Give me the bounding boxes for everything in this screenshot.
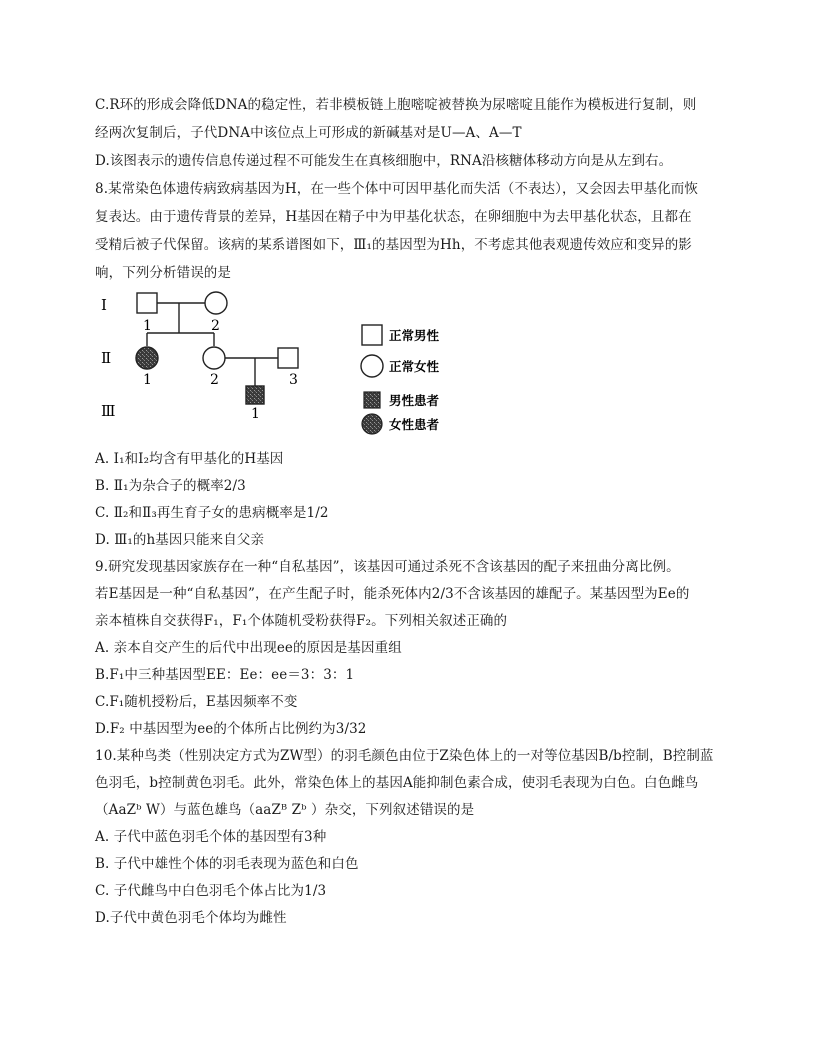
legend-affected-female: 女性患者 — [389, 417, 440, 432]
q9-option-b: B.F₁中三种基因型EE：Ee：ee＝3：3：1 — [95, 667, 355, 683]
generation-label-2: Ⅱ — [101, 349, 112, 367]
q8-option-a: A. Ⅰ₁和Ⅰ₂均含有甲基化的H基因 — [95, 451, 284, 467]
legend-affected-female-symbol — [362, 414, 382, 434]
II1-number: 1 — [143, 372, 152, 388]
q8-stem-line3: 受精后被子代保留。该病的某系谱图如下，Ⅲ₁的基因型为Hh，不考虑其他表观遗传效应和变异的影 — [95, 237, 692, 253]
II3-number: 3 — [289, 372, 298, 388]
II2-normal-female — [203, 347, 225, 369]
q10-stem-line2: 色羽毛，b控制黄色羽毛。此外，常染色体上的基因A能抑制色素合成，使羽毛表现为白色。白色雌鸟 — [95, 775, 699, 791]
q8-option-d: D. Ⅲ₁的h基因只能来自父亲 — [95, 532, 265, 548]
III1-affected-male — [246, 386, 264, 404]
q8-stem-line1: 8.某常染色体遗传病致病基因为H，在一些个体中可因甲基化而失活（不表达），又会因去甲基化而恢 — [95, 181, 699, 197]
I1-number: 1 — [143, 318, 152, 334]
generation-label-3: Ⅲ — [101, 402, 116, 420]
q10-option-d: D.子代中黄色羽毛个体均为雌性 — [95, 910, 287, 926]
q10-option-b: B. 子代中雄性个体的羽毛表现为蓝色和白色 — [95, 856, 359, 872]
legend-normal-female: 正常女性 — [389, 359, 440, 374]
q9-stem-line3: 亲本植株自交获得F₁，F₁个体随机受粉获得F₂。下列相关叙述正确的 — [95, 613, 508, 629]
legend-affected-male-symbol — [364, 392, 380, 408]
I2-normal-female — [205, 292, 227, 314]
q9-option-a: A. 亲本自交产生的后代中出现ee的原因是基因重组 — [95, 640, 402, 656]
II3-normal-male — [278, 348, 298, 368]
III1-number: 1 — [251, 406, 260, 422]
q9-stem-line2: 若E基因是一种“自私基因”，在产生配子时，能杀死体内2/3不含该基因的雄配子。某基因型为Ee的 — [95, 586, 690, 602]
generation-label-1: Ⅰ — [101, 296, 107, 314]
legend-normal-male: 正常男性 — [389, 328, 440, 343]
q10-option-c: C. 子代雌鸟中白色羽毛个体占比为1/3 — [95, 883, 327, 899]
legend-normal-female-symbol — [361, 355, 383, 377]
I2-number: 2 — [211, 318, 220, 334]
q7-option-c-line2: 经两次复制后，子代DNA中该位点上可形成的新碱基对是U—A、A—T — [95, 125, 522, 141]
q8-option-c: C. Ⅱ₂和Ⅱ₃再生育子女的患病概率是1/2 — [95, 505, 329, 521]
q8-stem-line4: 响，下列分析错误的是 — [95, 265, 231, 281]
pedigree-chart — [95, 288, 455, 438]
q7-option-d: D.该图表示的遗传信息传递过程不可能发生在真核细胞中，RNA沿核糖体移动方向是从左到右。 — [95, 153, 673, 169]
q10-option-a: A. 子代中蓝色羽毛个体的基因型有3种 — [95, 829, 327, 845]
q9-option-c: C.F₁随机授粉后，E基因频率不变 — [95, 694, 298, 710]
legend-normal-male-symbol — [362, 325, 382, 345]
q9-stem-line1: 9.研究发现基因家族存在一种“自私基因”，该基因可通过杀死不含该基因的配子来扭曲分离比例。 — [95, 559, 680, 575]
I1-normal-male — [137, 293, 157, 313]
legend-affected-male: 男性患者 — [389, 393, 440, 408]
II1-affected-female — [136, 347, 158, 369]
q7-option-c-line1: C.R环的形成会降低DNA的稳定性，若非模板链上胞嘧啶被替换为尿嘧啶且能作为模板进行复制，则 — [95, 97, 697, 113]
q9-option-d: D.F₂ 中基因型为ee的个体所占比例约为3/32 — [95, 721, 367, 737]
q8-stem-line2: 复表达。由于遗传背景的差异，H基因在精子中为甲基化状态，在卵细胞中为去甲基化状态，且都在 — [95, 209, 692, 225]
q8-option-b: B. Ⅱ₁为杂合子的概率2/3 — [95, 478, 246, 494]
q10-stem-line3: （AaZᵇ W）与蓝色雄鸟（aaZᴮ Zᵇ ）杂交，下列叙述错误的是 — [95, 802, 475, 818]
q10-stem-line1: 10.某种鸟类（性别决定方式为ZW型）的羽毛颜色由位于Z染色体上的一对等位基因B/b控制，B控制蓝 — [95, 748, 714, 764]
II2-number: 2 — [210, 372, 219, 388]
